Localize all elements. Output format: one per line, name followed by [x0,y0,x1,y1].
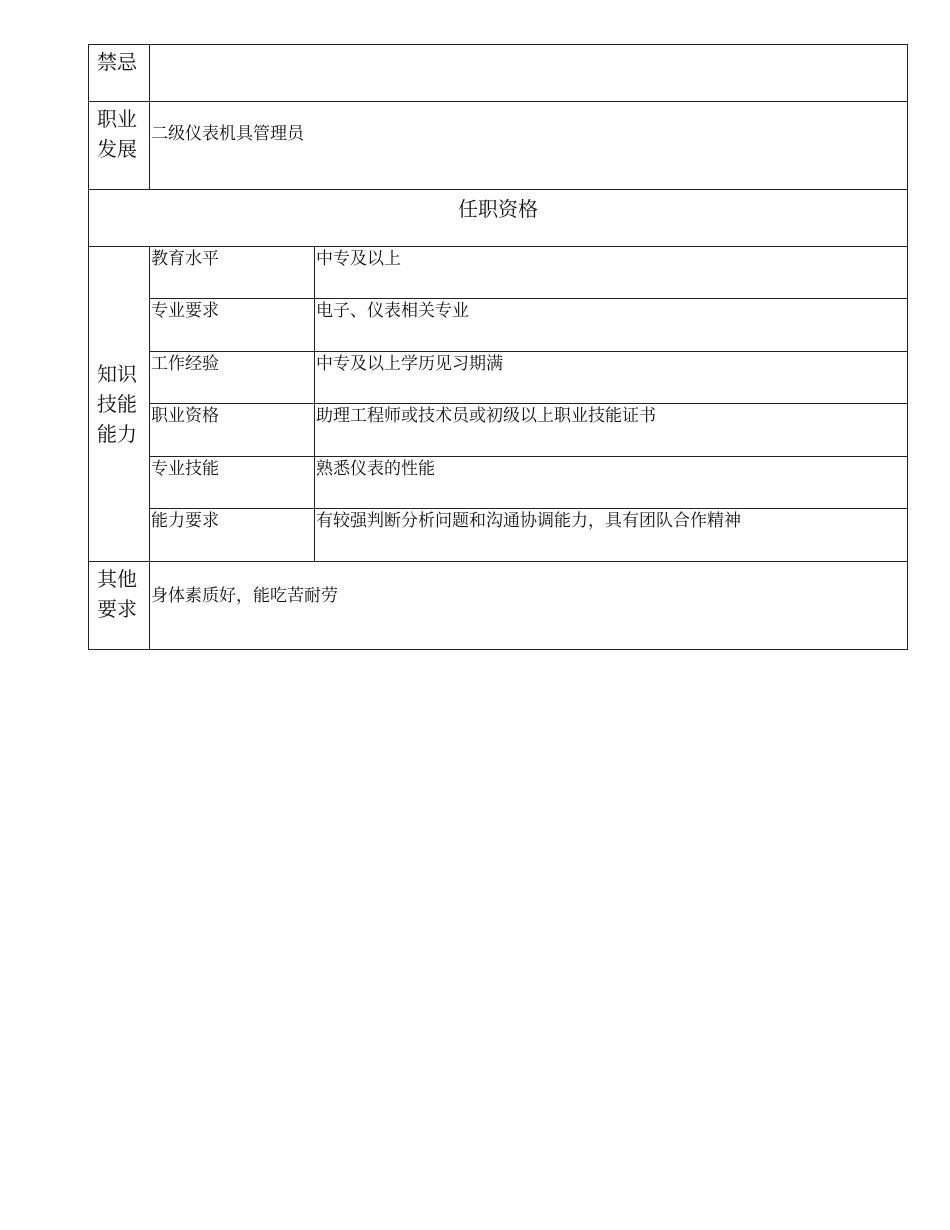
other-requirements-label [89,562,150,650]
job-description-table [88,44,908,650]
career-label-line2: 发展 [97,137,137,161]
other-requirements-row [89,562,908,650]
career-label [89,102,150,190]
qualification-label: 教育水平 [150,247,315,299]
group-label-line1: 知识 [97,362,137,386]
qualification-row [89,457,908,509]
qualifications-header-row [89,190,908,247]
taboo-label: 禁忌 [89,45,150,102]
qualification-row [89,299,908,352]
qualification-value: 中专及以上 [315,247,908,299]
qualification-row [89,247,908,299]
other-label-line1: 其他 [97,567,137,591]
qualification-row [89,352,908,404]
qualification-label: 能力要求 [150,509,315,562]
taboo-row [89,45,908,102]
qualification-value: 有较强判断分析问题和沟通协调能力，具有团队合作精神 [315,509,908,562]
group-label-line2: 技能 [97,392,137,416]
group-label-line3: 能力 [97,422,137,446]
qualification-row [89,404,908,457]
career-row [89,102,908,190]
qualification-label: 职业资格 [150,404,315,457]
career-label-line1: 职业 [97,107,137,131]
qualifications-title: 任职资格 [89,190,908,247]
knowledge-skill-group-label [89,247,150,562]
qualification-value: 助理工程师或技术员或初级以上职业技能证书 [315,404,908,457]
other-requirements-value: 身体素质好，能吃苦耐劳 [150,562,908,650]
qualification-value: 熟悉仪表的性能 [315,457,908,509]
qualification-row [89,509,908,562]
qualification-label: 专业要求 [150,299,315,352]
other-label-line2: 要求 [97,597,137,621]
career-value: 二级仪表机具管理员 [150,102,908,190]
qualification-label: 工作经验 [150,352,315,404]
qualification-value: 电子、仪表相关专业 [315,299,908,352]
qualification-value: 中专及以上学历见习期满 [315,352,908,404]
qualification-label: 专业技能 [150,457,315,509]
taboo-value [150,45,908,102]
